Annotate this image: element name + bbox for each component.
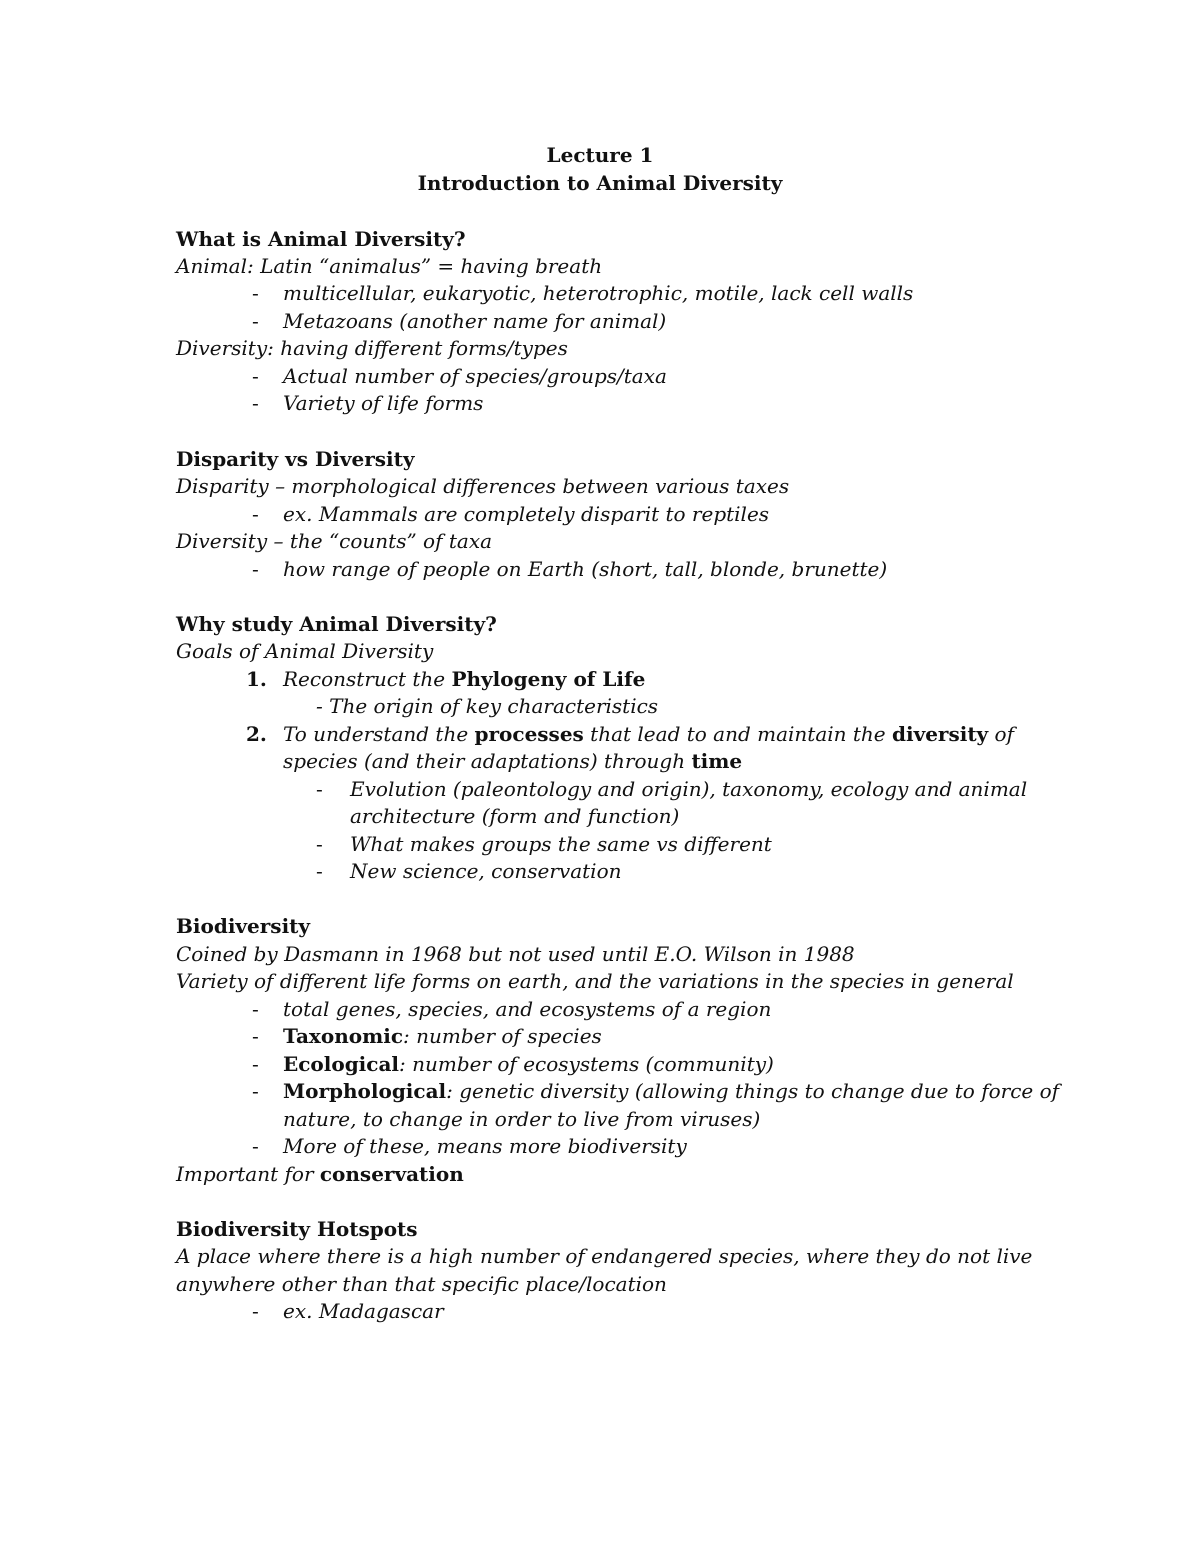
bullet-dash: - <box>252 1079 259 1103</box>
bullet-dash: - <box>252 364 259 388</box>
goals-label: Goals of Animal Diversity <box>176 639 434 663</box>
section-heading-biodiversity: Biodiversity <box>176 914 311 938</box>
sub-list-item: What makes groups the same vs different <box>350 832 772 856</box>
goal-item-2-cont: species (and their adaptations) through time <box>283 749 743 773</box>
bullet-dash: - <box>252 1052 259 1076</box>
list-item: Variety of life forms <box>283 391 484 415</box>
diversity-definition: Diversity: having different forms/types <box>176 336 568 360</box>
bullet-dash: - <box>316 832 323 856</box>
goal-item-1-sub: - The origin of key characteristics <box>316 694 659 718</box>
list-item-ecological: Ecological: number of ecosystems (community) <box>283 1052 774 1076</box>
bullet-dash: - <box>252 997 259 1021</box>
bullet-dash: - <box>252 309 259 333</box>
section-heading-disparity: Disparity vs Diversity <box>176 447 415 471</box>
list-item: Metazoans (another name for animal) <box>283 309 667 333</box>
section-heading-hotspots: Biodiversity Hotspots <box>176 1217 418 1241</box>
bullet-dash: - <box>316 777 323 801</box>
importance-line: Important for conservation <box>176 1162 464 1186</box>
paragraph-cont: anywhere other than that specific place/location <box>176 1272 667 1296</box>
bullet-dash: - <box>252 1299 259 1323</box>
bullet-dash: - <box>252 281 259 305</box>
list-number: 1. <box>246 667 267 691</box>
bullet-dash: - <box>252 1134 259 1158</box>
section-heading-what-is: What is Animal Diversity? <box>176 227 466 251</box>
bullet-dash: - <box>316 859 323 883</box>
disparity-definition: Disparity – morphological differences between various taxes <box>176 474 790 498</box>
bullet-dash: - <box>252 557 259 581</box>
page-title: Introduction to Animal Diversity <box>417 171 783 195</box>
paragraph: Variety of different life forms on earth, and the variations in the species in general <box>176 969 1014 993</box>
goal-item-2: To understand the processes that lead to and maintain the diversity of <box>283 722 1014 746</box>
list-item: how range of people on Earth (short, tall, blonde, brunette) <box>283 557 888 581</box>
list-item-morphological: Morphological: genetic diversity (allowing things to change due to force of <box>283 1079 1060 1103</box>
list-item: More of these, means more biodiversity <box>283 1134 687 1158</box>
list-item: multicellular, eukaryotic, heterotrophic, motile, lack cell walls <box>283 281 914 305</box>
paragraph: Coined by Dasmann in 1968 but not used until E.O. Wilson in 1988 <box>176 942 855 966</box>
sub-list-item: New science, conservation <box>350 859 622 883</box>
lecture-number: Lecture 1 <box>546 143 654 167</box>
diversity-counts-definition: Diversity – the “counts” of taxa <box>176 529 493 553</box>
sub-list-item-cont: architecture (form and function) <box>350 804 680 828</box>
section-heading-why-study: Why study Animal Diversity? <box>176 612 497 636</box>
sub-list-item: Evolution (paleontology and origin), taxonomy, ecology and animal <box>350 777 1028 801</box>
list-item: total genes, species, and ecosystems of a region <box>283 997 772 1021</box>
bullet-dash: - <box>252 391 259 415</box>
paragraph: A place where there is a high number of endangered species, where they do not live <box>176 1244 1033 1268</box>
list-item-taxonomic: Taxonomic: number of species <box>283 1024 602 1048</box>
list-item-cont: nature, to change in order to live from viruses) <box>283 1107 761 1131</box>
bullet-dash: - <box>252 502 259 526</box>
animal-definition: Animal: Latin “animalus” = having breath <box>176 254 603 278</box>
goal-item-1: Reconstruct the Phylogeny of Life <box>283 667 646 691</box>
list-item: ex. Madagascar <box>283 1299 444 1323</box>
bullet-dash: - <box>252 1024 259 1048</box>
list-number: 2. <box>246 722 267 746</box>
list-item: ex. Mammals are completely disparit to reptiles <box>283 502 770 526</box>
list-item: Actual number of species/groups/taxa <box>283 364 667 388</box>
